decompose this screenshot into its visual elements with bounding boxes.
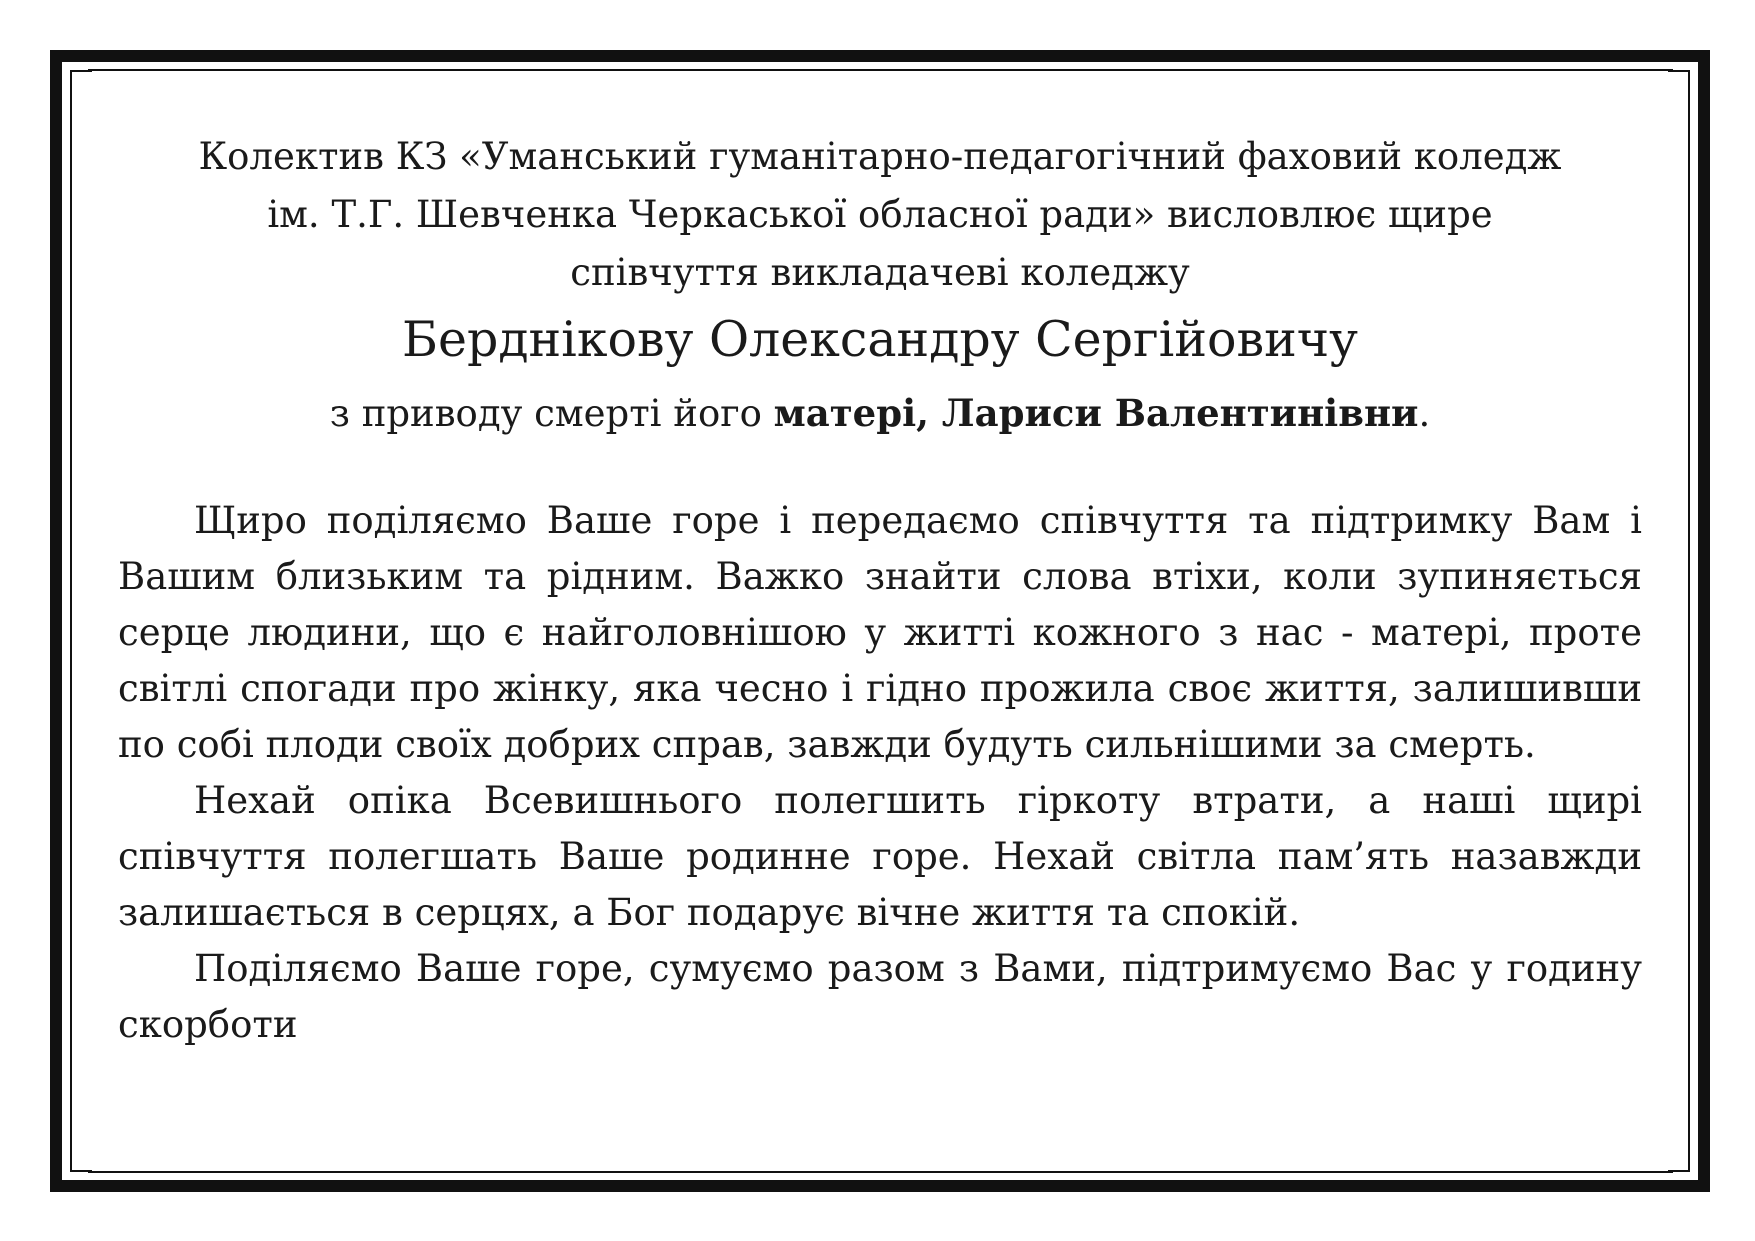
- frame-corner-bottom-left: [50, 1150, 92, 1192]
- reason-bold: матері, Лариси Валентинівни: [773, 391, 1419, 435]
- frame-right-bar: [1698, 88, 1710, 1159]
- header-line-1: Колектив КЗ «Уманський гуманітарно-педагогічний фаховий коледж: [198, 135, 1562, 178]
- paragraph-3: Поділяємо Ваше горе, сумуємо разом з Вами, підтримуємо Вас у годину скорботи: [118, 947, 1642, 1046]
- recipient-name: Берднікову Олександру Сергійовичу: [401, 311, 1358, 368]
- frame-corner-top-left: [50, 50, 92, 92]
- condolence-content: [118, 128, 1642, 1053]
- frame-corner-bottom-right: [1668, 1150, 1710, 1192]
- frame-top-line: [88, 69, 1673, 71]
- reason-prefix: з приводу смерті його: [329, 392, 774, 435]
- paragraph-2: Нехай опіка Всевишнього полегшить гіркоту втрати, а наші щирі співчуття полегшать Ваше родинне горе. Нехай світла пам’ять назавжди залишається в серцях, а Бог подарує вічне життя та спокій.: [118, 779, 1642, 934]
- frame-left-line: [70, 88, 72, 1159]
- header-line-2: ім. Т.Г. Шевченка Черкаської обласної ради» висловлює щире: [267, 193, 1493, 236]
- frame-bottom-bar: [88, 1180, 1673, 1192]
- header-block: [118, 128, 1642, 443]
- reason-line: [118, 384, 1642, 443]
- paragraph-1: Щиро поділяємо Ваше горе і передаємо співчуття та підтримку Вам і Вашим близьким та рідним. Важко знайти слова втіхи, коли зупиняється серце людини, що є найголовнішою у житті кожного з нас - матері, проте світлі спогади про жінку, яка чесно і гідно прожила своє життя, залишивши по собі плоди своїх добрих справ, завжди будуть сильнішими за смерть.: [118, 499, 1642, 766]
- frame-top-bar: [88, 50, 1673, 62]
- header-line-3: співчуття викладачеві коледжу: [570, 251, 1190, 294]
- frame-left-bar: [50, 88, 62, 1159]
- frame-right-line: [1688, 88, 1690, 1159]
- reason-suffix: .: [1418, 392, 1431, 435]
- frame-corner-top-right: [1668, 50, 1710, 92]
- frame-bottom-line: [88, 1171, 1673, 1173]
